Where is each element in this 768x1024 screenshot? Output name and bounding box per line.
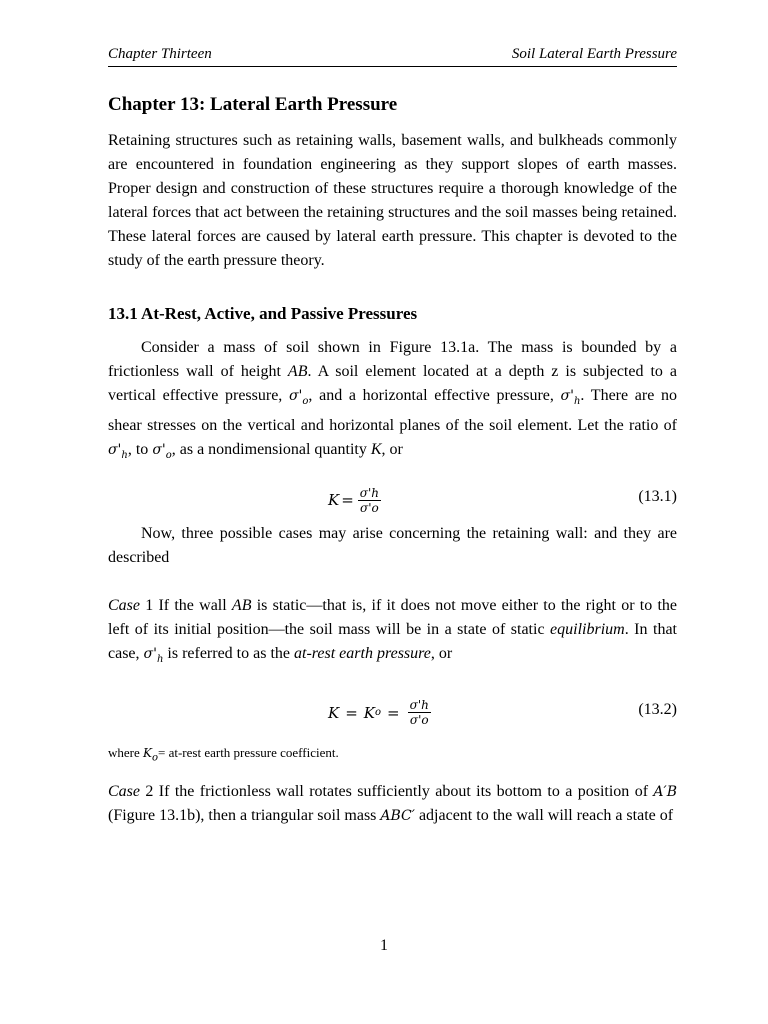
intro-paragraph: Retaining structures such as retaining walls, basement walls, and bulkheads commonly are encountered in foundation engineering as they support slopes of earth masses. Proper design and construction of these structures require a thorough knowledge of the lateral forces that act between the retaining structures and the soil masses being retained. These lateral forces are caused by lateral earth pressure. This chapter is devoted to the study of the earth pressure theory. bbox=[108, 132, 677, 269]
chapter-title: Chapter 13: Lateral Earth Pressure bbox=[108, 94, 398, 115]
paragraph-consider: Consider a mass of soil shown in Figure 13.1a. The mass is bounded by a frictionless wall of height AB. A soil element located at a depth z is subjected to a vertical effective pressure, $\sigma'_o$, and a horizontal effective pressure, $\sigma'_h$. There are no shear stresses on the vertical and horizontal planes of the soil element. Let the ratio of $\sigma'_h$, to $\sigma'_o$, as a nondimensional quantity K, or bbox=[108, 339, 677, 462]
header-chapter: Chapter Thirteen bbox=[108, 46, 212, 62]
page-content bbox=[108, 92, 677, 828]
paragraph-case-1: Case 1 If the wall AB is static—that is, if it does not move either to the right or to the left of its initial position—the soil mass will be in a state of static equilibrium. In that case, $\sigma'_h$ is referred to as the at-rest earth pressure, or bbox=[108, 597, 678, 666]
equation-number: (13.2) bbox=[638, 700, 677, 718]
page-number: 1 bbox=[380, 937, 388, 954]
header-topic: Soil Lateral Earth Pressure bbox=[511, 46, 677, 62]
equation-13-2: K = K o = $\frac{\sigma'h}{\sigma'o}$ (13.2) bbox=[328, 698, 677, 728]
where-note: where $K_o=$ at-rest earth pressure coefficient. bbox=[108, 744, 339, 764]
paragraph-three-cases: Now, three possible cases may arise concerning the retaining wall: and they are described bbox=[108, 525, 677, 567]
equation-number: (13.1) bbox=[638, 488, 677, 506]
section-title: 13.1 At-Rest, Active, and Passive Pressures bbox=[108, 304, 418, 323]
equation-13-1: K = $\frac{\sigma'h}{\sigma'o}$ (13.1) bbox=[328, 485, 677, 515]
paragraph-case-2: Case 2 If the frictionless wall rotates sufficiently about its bottom to a position of A′B (Figure 13.1b), then a triangular soil mass ABC′ adjacent to the wall will reach a state of bbox=[108, 783, 677, 825]
page-header bbox=[108, 46, 677, 67]
